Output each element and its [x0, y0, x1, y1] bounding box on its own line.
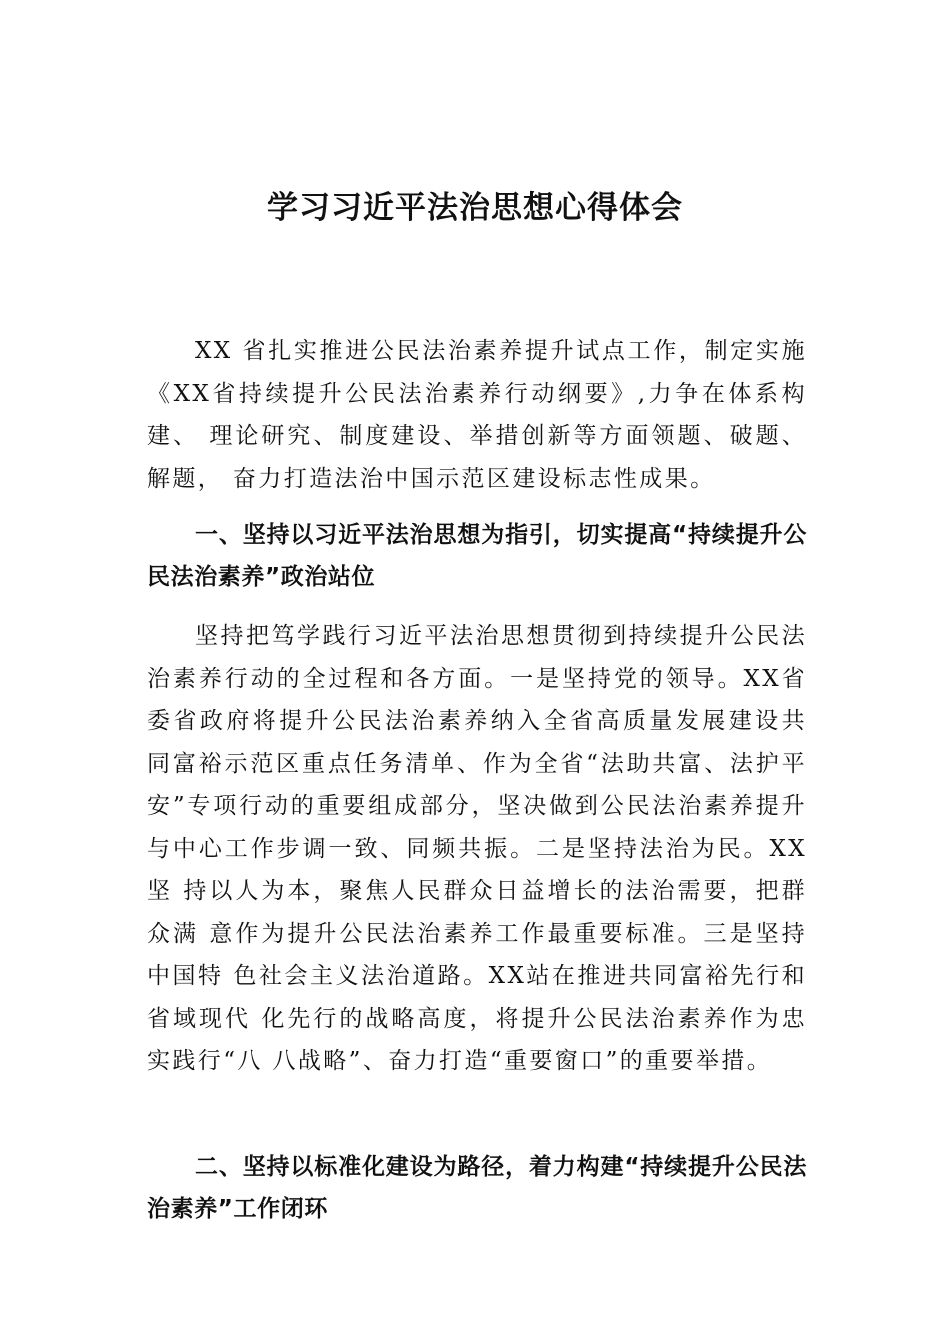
document-title: 学习习近平法治思想心得体会 — [267, 190, 683, 226]
paragraph-section-1: 坚持把笃学践行习近平法治思想贯彻到持续提升公民法治素养行动的全过程和各方面。一是坚持党的领导。XX省 委省政府将提升公民法治素养纳入全省高质量发展建设共 同富裕示范区重点任务清单、作为全省“法助共富、法护平 安”专项行动的重要组成部分，坚决做到公民法治素养提升 与中心工作步调一致、同频共振。二是坚持法治为民。XX 坚 持以人为本，聚焦人民群众日益增长的法治需要，把群众满 意作为提升公民法治素养工作最重要标准。三是坚持中国特 色社会主义法治道路。XX站在推进共同富裕先行和省域现代 化先行的战略高度，将提升公民法治素养作为忠实践行“八 八战略”、奋力打造“重要窗口”的重要举措。 — [147, 623, 807, 1074]
section-heading-2: 二、坚持以标准化建设为路径，着力构建“持续提升公民法治素养”工作闭环 — [147, 1154, 807, 1222]
section-heading-1: 一、坚持以习近平法治思想为指引，切实提高“持续提升公民法治素养”政治站位 — [147, 522, 807, 590]
paragraph-intro: XX 省扎实推进公民法治素养提升试点工作，制定实施《XX省持续提升公民法治素养行动纲要》,力争在体系构建、 理论研究、制度建设、举措创新等方面领题、破题、解题， 奋力打造法治中国示范区建设标志性成果。 — [147, 338, 807, 492]
